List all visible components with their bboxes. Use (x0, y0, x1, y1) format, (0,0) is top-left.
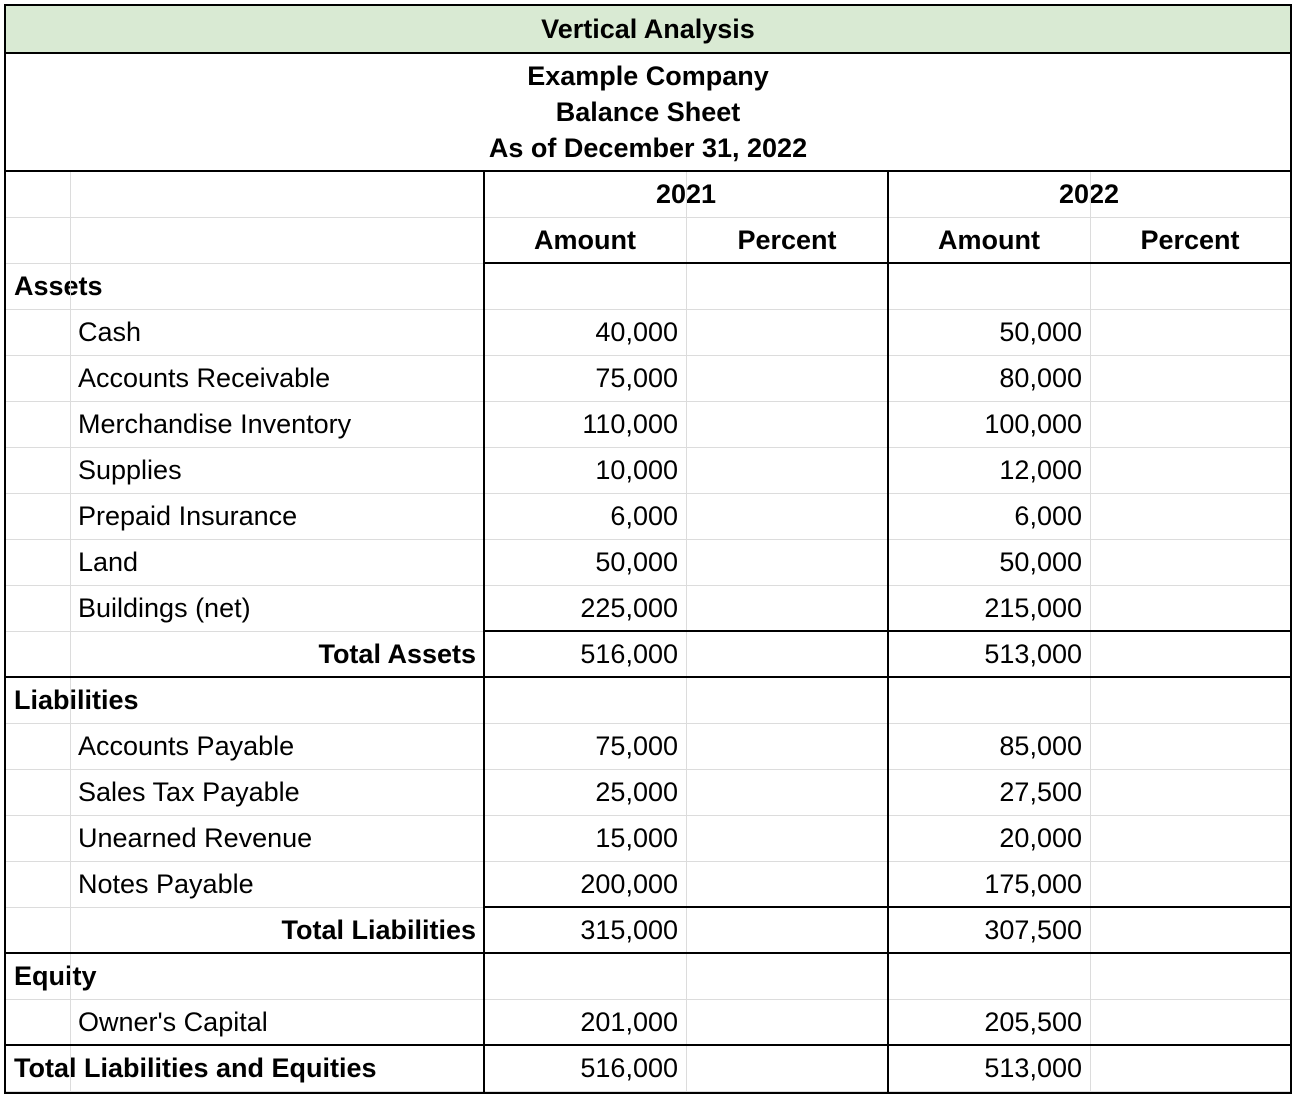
amount-2021-cell[interactable] (484, 263, 686, 309)
percent-2021-cell[interactable] (686, 309, 888, 355)
sheet-title[interactable]: Vertical Analysis (541, 14, 755, 44)
percent-2021-cell[interactable] (686, 861, 888, 907)
percent-2021-cell[interactable] (686, 723, 888, 769)
line-item-label[interactable]: Unearned Revenue (78, 823, 313, 853)
line-item-label[interactable]: Merchandise Inventory (78, 409, 352, 439)
amount-2022-cell[interactable]: 513,000 (984, 1053, 1082, 1083)
amount-2021-cell[interactable]: 516,000 (580, 1053, 678, 1083)
line-item-label[interactable]: Sales Tax Payable (78, 777, 300, 807)
amount-2021-cell[interactable]: 40,000 (595, 317, 678, 347)
amount-2022-cell[interactable]: 85,000 (999, 731, 1082, 761)
amount-2021-cell[interactable]: 75,000 (595, 363, 678, 393)
gridline-h (6, 401, 1290, 402)
border-right (1290, 4, 1292, 1094)
year-header-2021[interactable]: 2021 (655, 179, 717, 209)
amount-2022-cell[interactable]: 50,000 (999, 547, 1082, 577)
percent-2021-cell[interactable] (686, 1045, 888, 1091)
amount-2022-cell[interactable]: 27,500 (999, 777, 1082, 807)
percent-2021-cell[interactable] (686, 953, 888, 999)
amount-2022-cell[interactable]: 50,000 (999, 317, 1082, 347)
amount-2021-cell[interactable]: 50,000 (595, 547, 678, 577)
amount-2021-cell[interactable] (484, 677, 686, 723)
percent-2021-cell[interactable] (686, 493, 888, 539)
percent-2022-cell[interactable] (1090, 585, 1290, 631)
amount-2022-cell[interactable] (888, 953, 1090, 999)
amount-2021-cell[interactable]: 15,000 (595, 823, 678, 853)
amount-2021-cell[interactable]: 10,000 (595, 455, 678, 485)
percent-2022-cell[interactable] (1090, 677, 1290, 723)
amount-2021-cell[interactable]: 110,000 (582, 409, 678, 439)
line-item-label[interactable]: Notes Payable (78, 869, 254, 899)
percent-2022-cell[interactable] (1090, 447, 1290, 493)
total-border-bottom (4, 952, 1292, 954)
gridline-h (6, 861, 1290, 862)
percent-2022-cell[interactable] (1090, 907, 1290, 953)
gridline-h (6, 309, 1290, 310)
percent-2022-cell[interactable] (1090, 1045, 1290, 1091)
percent-2022-cell[interactable] (1090, 999, 1290, 1045)
percent-2022-cell[interactable] (1090, 723, 1290, 769)
amount-2022-cell[interactable]: 215,000 (984, 593, 1082, 623)
amount-2022-cell[interactable] (888, 677, 1090, 723)
border-top (4, 4, 1292, 6)
section-label[interactable]: Assets (14, 271, 103, 301)
grand-total-border-top (4, 1044, 1292, 1046)
line-item-label[interactable]: Buildings (net) (78, 593, 251, 623)
amount-2022-cell[interactable]: 307,500 (984, 915, 1082, 945)
percent-2021-cell[interactable] (686, 355, 888, 401)
amount-2022-cell[interactable]: 205,500 (984, 1007, 1082, 1037)
col-header-amount-2022[interactable]: Amount (938, 225, 1040, 255)
line-item-label[interactable]: Owner's Capital (78, 1007, 268, 1037)
percent-2022-cell[interactable] (1090, 263, 1290, 309)
gridline-h (6, 539, 1290, 540)
line-item-label[interactable]: Supplies (78, 455, 182, 485)
percent-2022-cell[interactable] (1090, 355, 1290, 401)
gridline-h (6, 769, 1290, 770)
line-item-label[interactable]: Cash (78, 317, 142, 347)
section-label[interactable]: Equity (14, 961, 97, 991)
amount-2021-cell[interactable]: 225,000 (580, 593, 678, 623)
line-item-label[interactable]: Accounts Payable (78, 731, 295, 761)
percent-2021-cell[interactable] (686, 907, 888, 953)
amount-2021-cell[interactable]: 315,000 (580, 915, 678, 945)
percent-2021-cell[interactable] (686, 631, 888, 677)
amount-2021-cell[interactable]: 6,000 (610, 501, 678, 531)
percent-2022-cell[interactable] (1090, 309, 1290, 355)
percent-2021-cell[interactable] (686, 263, 888, 309)
total-border-top (484, 906, 1292, 908)
total-border-bottom (4, 676, 1292, 678)
percent-2022-cell[interactable] (1090, 953, 1290, 999)
percent-2021-cell[interactable] (686, 769, 888, 815)
amount-2021-cell[interactable]: 200,000 (580, 869, 678, 899)
percent-2022-cell[interactable] (1090, 493, 1290, 539)
percent-2021-cell[interactable] (686, 999, 888, 1045)
year-header-2022[interactable]: 2022 (1058, 179, 1120, 209)
percent-2021-cell[interactable] (686, 585, 888, 631)
amount-2022-cell[interactable]: 100,000 (984, 409, 1082, 439)
border-header-top (4, 170, 1292, 172)
amount-2022-cell[interactable]: 20,000 (999, 823, 1082, 853)
amount-2021-cell[interactable] (484, 953, 686, 999)
percent-2022-cell[interactable] (1090, 815, 1290, 861)
col-header-amount-2021[interactable]: Amount (534, 225, 636, 255)
amount-2021-cell[interactable]: 75,000 (595, 731, 678, 761)
percent-2022-cell[interactable] (1090, 401, 1290, 447)
amount-2022-cell[interactable]: 513,000 (984, 639, 1082, 669)
gridline-h (6, 217, 1290, 218)
percent-2022-cell[interactable] (1090, 631, 1290, 677)
gridline-h (6, 493, 1290, 494)
border-bottom (4, 1092, 1292, 1094)
section-label[interactable]: Liabilities (14, 685, 139, 715)
gridline-h (6, 999, 1290, 1000)
amount-2022-cell[interactable] (888, 263, 1090, 309)
percent-2021-cell[interactable] (686, 815, 888, 861)
amount-2022-cell[interactable]: 12,000 (999, 455, 1082, 485)
percent-2022-cell[interactable] (1090, 769, 1290, 815)
percent-2021-cell[interactable] (686, 401, 888, 447)
total-label[interactable]: Total Liabilities (281, 915, 476, 945)
border-title-bottom (4, 52, 1292, 54)
percent-2022-cell[interactable] (1090, 861, 1290, 907)
col-header-percent-2021[interactable]: Percent (737, 225, 837, 255)
gridline-h (6, 723, 1290, 724)
grand-total-label[interactable]: Total Liabilities and Equities (14, 1053, 377, 1083)
gridline-h (6, 815, 1290, 816)
line-item-label[interactable]: Prepaid Insurance (78, 501, 298, 531)
amount-2021-cell[interactable]: 201,000 (580, 1007, 678, 1037)
amount-2021-cell[interactable]: 516,000 (580, 639, 678, 669)
line-item-label[interactable]: Accounts Receivable (78, 363, 331, 393)
percent-2021-cell[interactable] (686, 447, 888, 493)
company-name[interactable]: Example Company (527, 61, 769, 91)
amount-2021-cell[interactable]: 25,000 (595, 777, 678, 807)
gridline-h (6, 355, 1290, 356)
gridline-h (6, 585, 1290, 586)
percent-2022-cell[interactable] (1090, 539, 1290, 585)
total-label[interactable]: Total Assets (318, 639, 476, 669)
col-header-percent-2022[interactable]: Percent (1140, 225, 1240, 255)
border-left (4, 4, 6, 1094)
amount-2022-cell[interactable]: 80,000 (999, 363, 1082, 393)
amount-2022-cell[interactable]: 6,000 (1014, 501, 1082, 531)
gridline-h (6, 447, 1290, 448)
amount-2022-cell[interactable]: 175,000 (984, 869, 1082, 899)
percent-2021-cell[interactable] (686, 677, 888, 723)
line-item-label[interactable]: Land (78, 547, 139, 577)
percent-2021-cell[interactable] (686, 539, 888, 585)
total-border-top (484, 630, 1292, 632)
statement-date[interactable]: As of December 31, 2022 (488, 133, 808, 163)
statement-name[interactable]: Balance Sheet (555, 97, 741, 127)
